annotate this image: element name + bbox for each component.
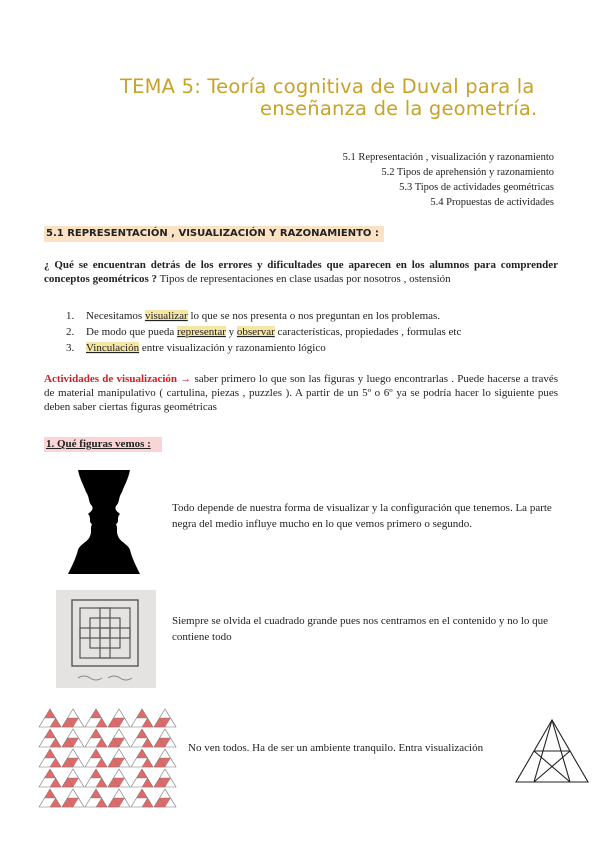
pattern-triangle — [108, 749, 130, 767]
subheading-text: 1. Qué figuras vemos : — [46, 438, 151, 450]
toc-item: 5.3 Tipos de actividades geométricas — [399, 182, 554, 193]
list-number: 3. — [66, 342, 75, 354]
pattern-triangle — [131, 789, 153, 807]
table-of-contents — [343, 150, 554, 210]
pattern-triangle — [154, 789, 176, 807]
pattern-triangle — [108, 789, 130, 807]
pattern-triangle — [131, 709, 153, 727]
list-number: 1. — [66, 310, 75, 322]
pattern-triangle — [108, 709, 130, 727]
list-text: entre visualización y razonamiento lógico — [139, 342, 326, 354]
pattern-triangle — [154, 769, 176, 787]
item-paragraph: Todo depende de nuestra forma de visualizar y la configuración que tenemos. La parte negra del medio influye mucho en lo que vemos primero o segundo. — [172, 502, 552, 530]
pattern-triangle — [85, 749, 107, 767]
list-item — [66, 340, 546, 356]
section-heading: 5.1 REPRESENTACIÓN , VISUALIZACIÓN Y RAZONAMIENTO : — [44, 226, 384, 242]
visualization-label: Actividades de visualización → — [44, 373, 192, 385]
pattern-triangle — [85, 709, 107, 727]
numbered-list — [66, 308, 546, 356]
pattern-triangle — [39, 789, 61, 807]
item-paragraph: Siempre se olvida el cuadrado grande pues nos centramos en el contenido y no lo que contiene todo — [172, 615, 549, 643]
list-item — [66, 308, 546, 324]
highlighted-term: Vinculación — [86, 342, 140, 354]
pattern-triangle — [85, 729, 107, 747]
pattern-triangle — [154, 709, 176, 727]
pattern-triangle — [108, 729, 130, 747]
pattern-triangle — [62, 709, 84, 727]
pattern-triangle — [131, 769, 153, 787]
list-text: y — [225, 326, 237, 338]
question-rest: Tipos de representaciones en clase usadas por nosotros , ostensión — [157, 273, 451, 285]
pattern-triangle — [62, 729, 84, 747]
toc-item: 5.4 Propuestas de actividades — [430, 197, 554, 208]
pattern-triangle — [62, 749, 84, 767]
title-line-1: TEMA 5: Teoría cognitiva de Duval para la — [120, 75, 535, 98]
list-text: lo que se nos presenta o nos preguntan en los problemas. — [187, 310, 441, 322]
pattern-triangle — [85, 789, 107, 807]
pattern-triangle — [154, 729, 176, 747]
highlighted-term: observar — [236, 326, 275, 338]
pattern-triangle — [39, 749, 61, 767]
pattern-triangle — [131, 729, 153, 747]
question-bold: ¿ Qué se encuentran detrás de los errores y dificultades que aparecen en los alumnos para comprender conceptos geométricos ? — [44, 259, 558, 285]
nested-squares-image — [56, 590, 156, 688]
visualization-paragraph — [44, 372, 558, 414]
pattern-triangle — [39, 769, 61, 787]
rubin-vase-faces-image — [50, 466, 158, 578]
item-paragraph: No ven todos. Ha de ser un ambiente tranquilo. Entra visualización — [188, 742, 484, 754]
subheading — [44, 437, 162, 452]
pattern-triangle — [62, 769, 84, 787]
pattern-triangle — [39, 709, 61, 727]
list-item — [66, 324, 546, 340]
list-text: Necesitamos — [86, 310, 145, 322]
subdivided-triangle-image — [514, 718, 590, 786]
pattern-triangle — [62, 789, 84, 807]
triangle-pattern-image — [38, 708, 178, 808]
visualization-text: saber primero lo que son las figuras y luego encontrarlas . Puede hacerse a través de material manipulativo ( cartulina, piezas , puzzles ). A partir de un 5º o 6º ya se podría hacer lo siguiente pues deben saber ciertas figuras geométricas — [44, 373, 558, 413]
list-text: De modo que pueda — [86, 326, 178, 338]
toc-item: 5.1 Representación , visualización y razonamiento — [342, 152, 554, 163]
question-paragraph — [44, 258, 558, 286]
pattern-triangle — [108, 769, 130, 787]
pattern-triangle — [85, 769, 107, 787]
list-text: características, propiedades , formulas etc — [274, 326, 462, 338]
title-line-2: enseñanza de la geometría. — [260, 97, 538, 120]
pattern-triangle — [154, 749, 176, 767]
page-title — [120, 76, 570, 120]
highlighted-term: representar — [177, 326, 226, 338]
pattern-triangle — [131, 749, 153, 767]
pattern-triangle — [39, 729, 61, 747]
list-number: 2. — [66, 326, 75, 338]
toc-item: 5.2 Tipos de aprehensión y razonamiento — [381, 167, 554, 178]
highlighted-term: visualizar — [144, 310, 188, 322]
